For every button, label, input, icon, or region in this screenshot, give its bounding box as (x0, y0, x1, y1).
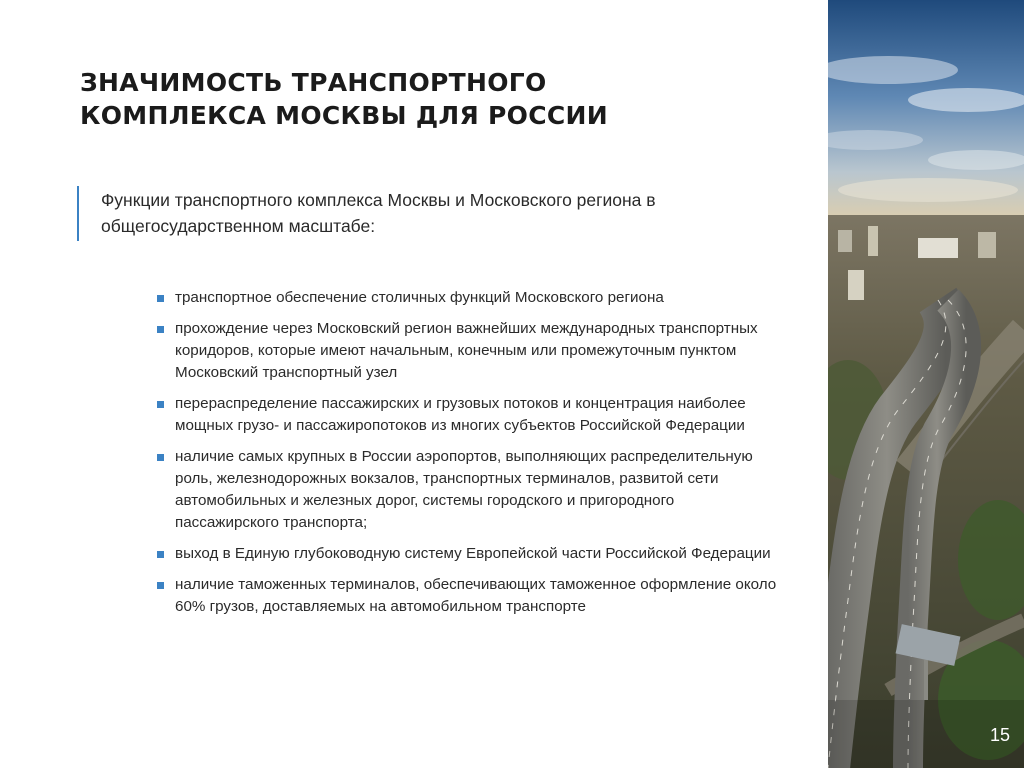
aerial-highway-photo (828, 0, 1024, 768)
subtitle-accent-bar (77, 186, 79, 241)
bullet-text: наличие таможенных терминалов, обеспечивающих таможенное оформление около 60% грузов, доставляемых на автомобильном транспорте (175, 576, 777, 615)
list-item (157, 446, 777, 534)
title-line-2: КОМПЛЕКСА МОСКВЫ ДЛЯ РОССИИ (80, 101, 608, 130)
subtitle: Функции транспортного комплекса Москвы и Московского региона в общегосударственном масштабе: (101, 190, 656, 236)
list-item (157, 318, 777, 384)
page-number: 15 (989, 725, 1010, 745)
list-item (157, 543, 777, 565)
bullet-square-icon (157, 295, 164, 302)
bullet-list (157, 287, 777, 627)
bullet-text: прохождение через Московский регион важнейших международных транспортных коридоров, которые имеют начальным, конечным или промежуточным пунктом Московский транспортный узел (175, 320, 758, 381)
bullet-square-icon (157, 582, 164, 589)
bullet-square-icon (157, 326, 164, 333)
bullet-square-icon (157, 454, 164, 461)
list-item (157, 287, 777, 309)
bullet-text: транспортное обеспечение столичных функций Московского региона (175, 289, 664, 306)
bullet-text: выход в Единую глубоководную систему Европейской части Российской Федерации (175, 545, 771, 562)
bullet-text: перераспределение пассажирских и грузовых потоков и концентрация наиболее мощных грузо- и пассажиропотоков из многих субъектов Российской Федерации (175, 395, 746, 434)
list-item (157, 574, 777, 618)
bullet-text: наличие самых крупных в России аэропортов, выполняющих распределительную роль, железнодорожных вокзалов, транспортных терминалов, развитой сети автомобильных и железных дорог, системы городского и пригородного пассажирского транспорта; (175, 448, 753, 531)
bullet-square-icon (157, 551, 164, 558)
list-item (157, 393, 777, 437)
slide-title (80, 66, 780, 132)
title-line-1: ЗНАЧИМОСТЬ ТРАНСПОРТНОГО (80, 68, 547, 97)
bullet-square-icon (157, 401, 164, 408)
